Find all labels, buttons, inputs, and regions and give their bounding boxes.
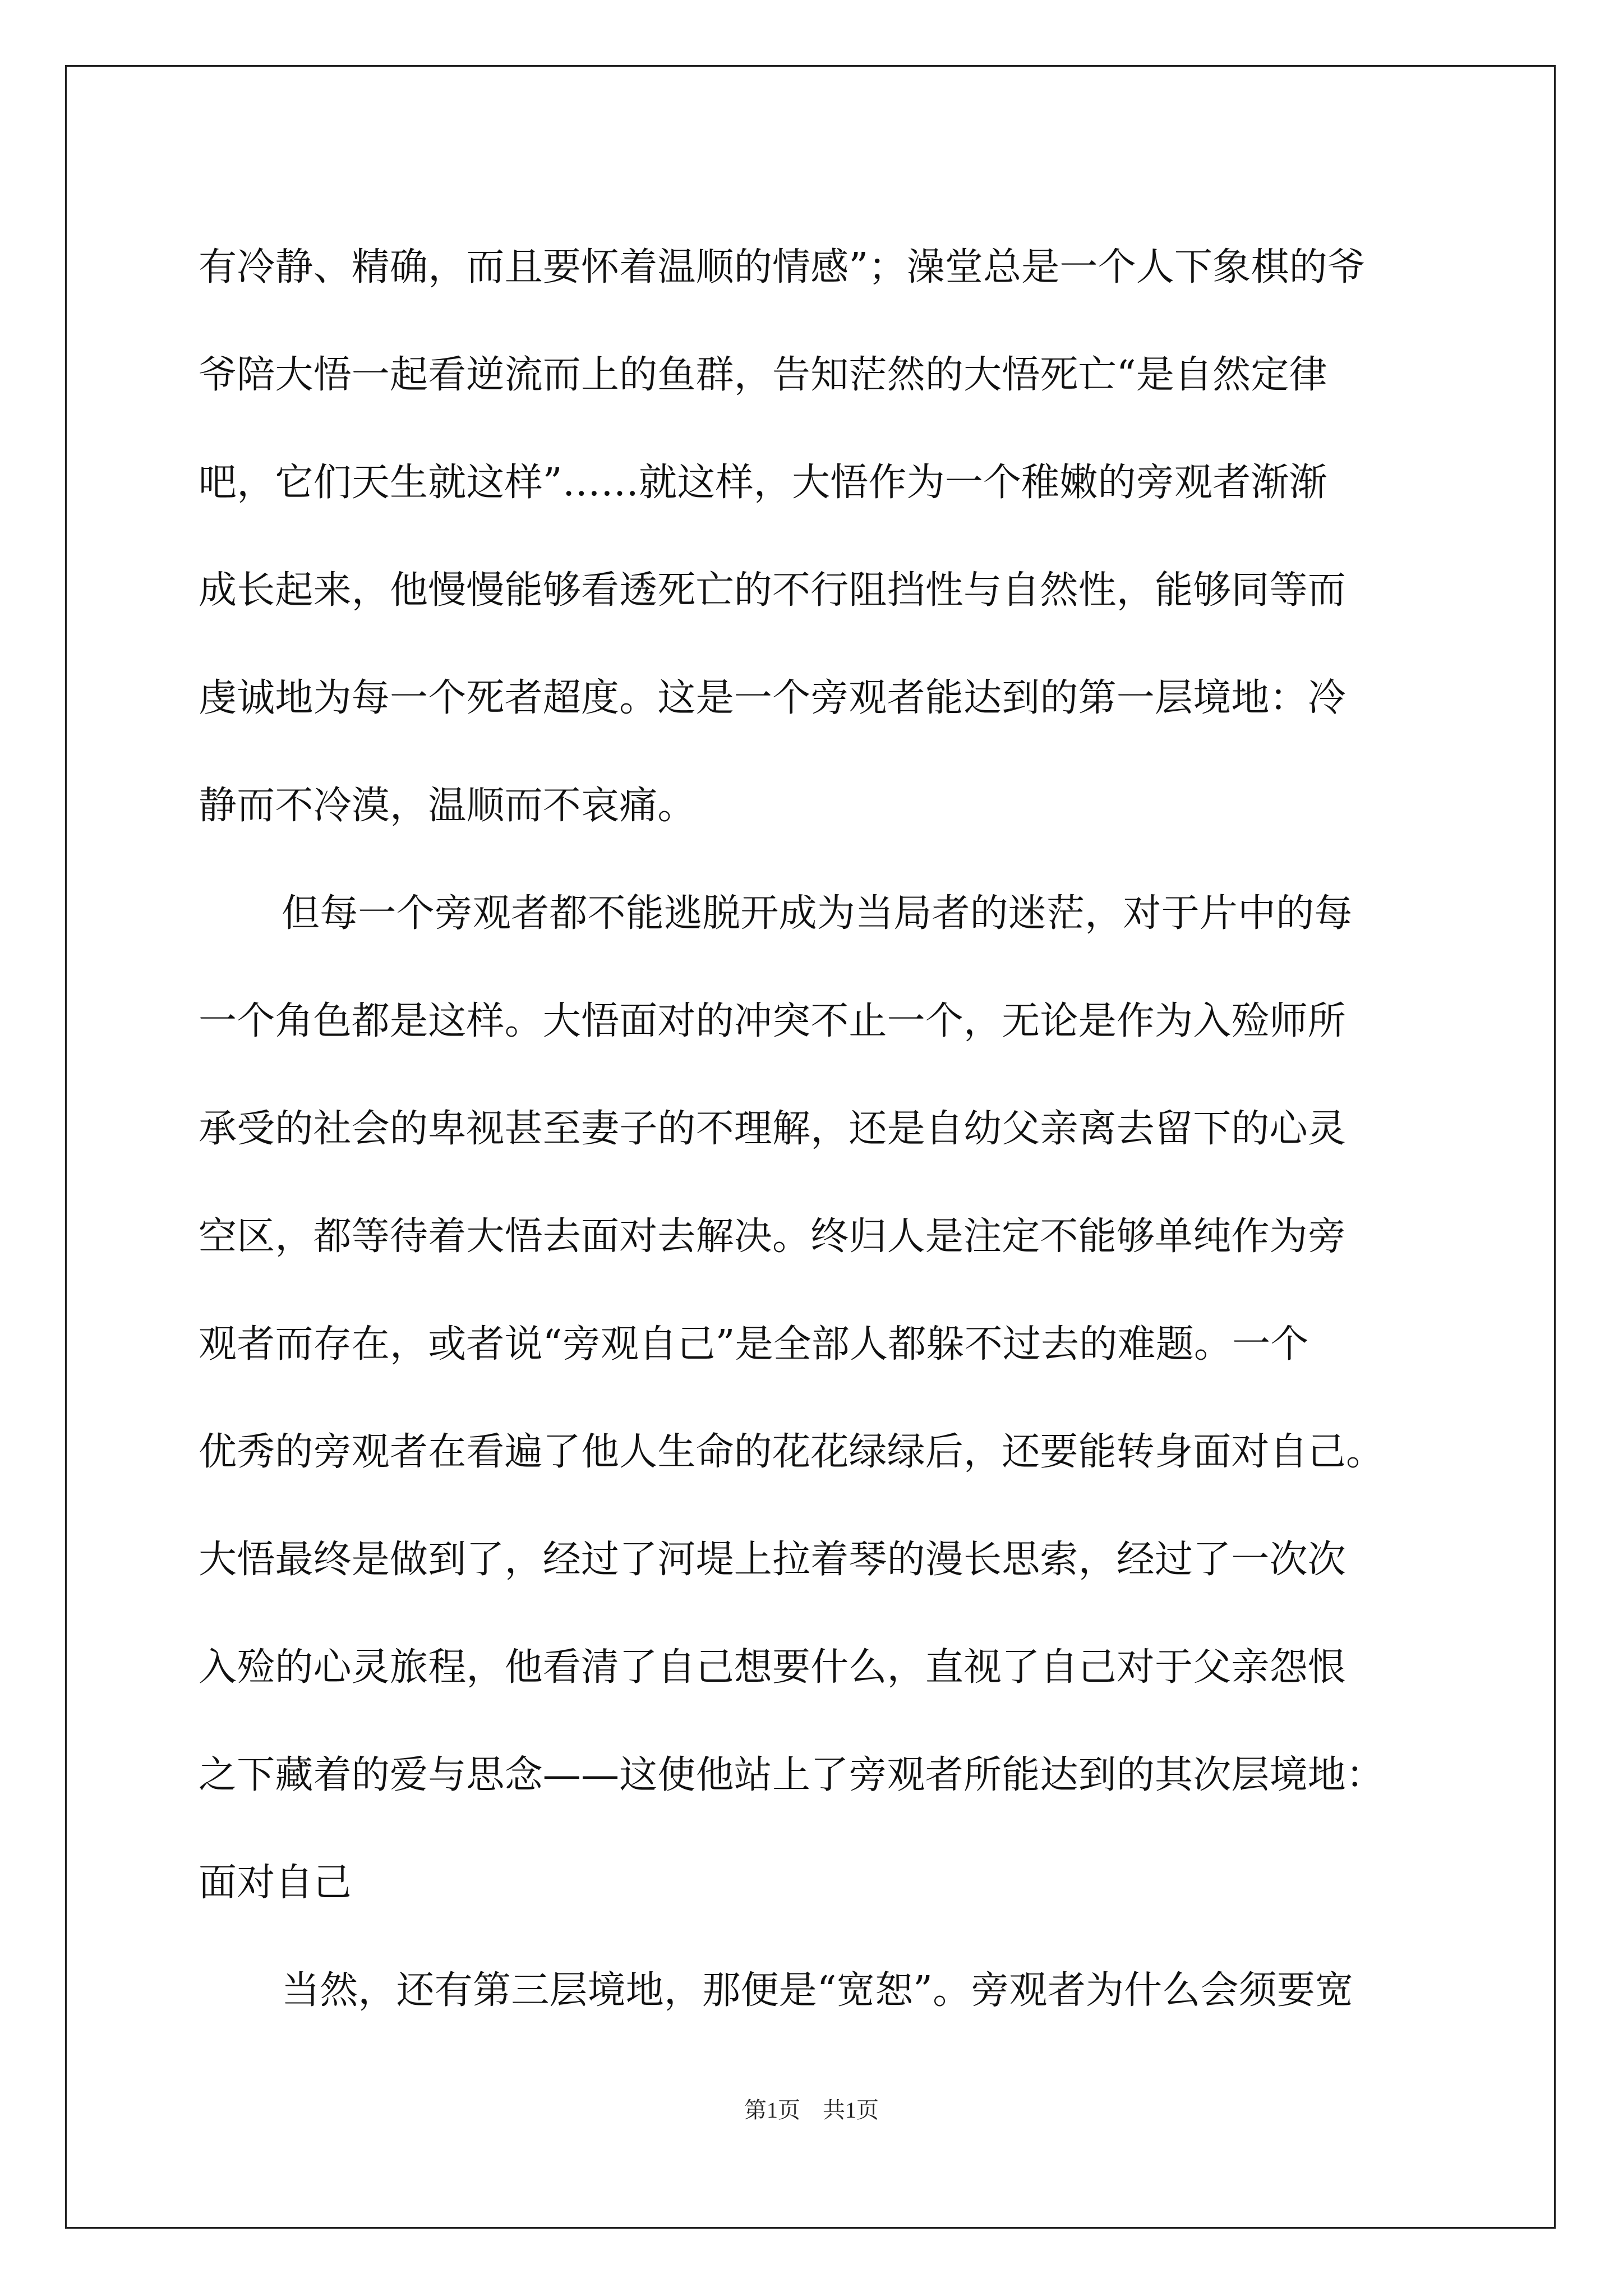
text-line: 静而不冷漠，温顺而不哀痛。 — [199, 784, 696, 828]
text-line: 之下藏着的爱与思念——这使他站上了旁观者所能达到的其次层境地： — [199, 1753, 1385, 1797]
text-line: 入殓的心灵旅程，他看清了自己想要什么，直视了自己对于父亲怨恨 — [199, 1645, 1347, 1690]
body-text — [199, 214, 1432, 2045]
text-line: 吧，它们天生就这样”……就这样，大悟作为一个稚嫩的旁观者渐渐 — [199, 461, 1327, 505]
page-number-footer: 第1页 共1页 — [744, 2097, 879, 2123]
text-line: 大悟最终是做到了，经过了河堤上拉着琴的漫长思索，经过了一次次 — [199, 1538, 1347, 1582]
text-line: 空区，都等待着大悟去面对去解决。终归人是注定不能够单纯作为旁 — [199, 1214, 1347, 1259]
text-line: 优秀的旁观者在看遍了他人生命的花花绿绿后，还要能转身面对自己。 — [199, 1430, 1385, 1474]
paragraph-start-line: 当然，还有第三层境地，那便是“宽恕”。旁观者为什么会须要宽 — [282, 1968, 1354, 2013]
text-line: 成长起来，他慢慢能够看透死亡的不行阻挡性与自然性，能够同等而 — [199, 568, 1347, 613]
text-line: 观者而存在，或者说“旁观自己”是全部人都躲不过去的难题。一个 — [199, 1322, 1309, 1366]
text-line: 面对自己 — [199, 1861, 352, 1905]
text-line: 虔诚地为每一个死者超度。这是一个旁观者能达到的第一层境地：冷 — [199, 676, 1347, 720]
text-line: 有冷静、精确，而且要怀着温顺的情感”；澡堂总是一个人下象棋的爷 — [199, 245, 1366, 289]
text-line: 承受的社会的卑视甚至妻子的不理解，还是自幼父亲离去留下的心灵 — [199, 1107, 1347, 1151]
text-line: 爷陪大悟一起看逆流而上的鱼群，告知茫然的大悟死亡“是自然定律 — [199, 353, 1327, 397]
text-line: 一个角色都是这样。大悟面对的冲突不止一个，无论是作为入殓师所 — [199, 999, 1347, 1043]
paragraph-start-line: 但每一个旁观者都不能逃脱开成为当局者的迷茫，对于片中的每 — [282, 891, 1353, 936]
